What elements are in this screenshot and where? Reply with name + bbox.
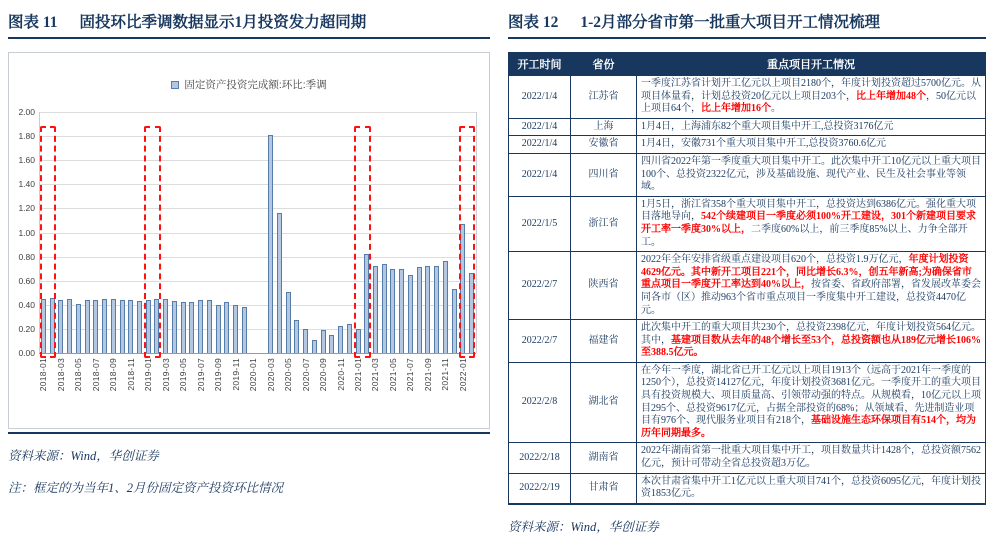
jan-feb-highlight-box [144, 126, 160, 358]
bar [294, 320, 299, 353]
figure11-title-rule [8, 37, 490, 39]
table-row [509, 362, 986, 443]
x-axis-tick-label: 2020-11 [335, 358, 346, 391]
table-header-row [509, 53, 986, 76]
project-detail-cell [637, 443, 986, 473]
province-cell: 江苏省 [571, 76, 637, 119]
start-date-cell: 2022/2/19 [509, 473, 571, 504]
figure12-label: 图表 12 [508, 14, 559, 31]
jan-feb-highlight-box [40, 126, 56, 358]
detail-text: 在今年一季度，湖北省已开工亿元以上项目1913个（远高于2021年一季度的1250个），总投资14127亿元，年度计划投资3681亿元。一季度开工的重大项目具有投资规模大、项目质量高、引领带动强的特点。从规模看，10亿元以上项目295个、总投资9617亿元，占据全部投资的68%；从领域看，先进制造业项目有976个、现代服务业项目有218个， [641, 364, 981, 427]
detail-text: 1月4日，上海浦东82个重大项目集中开工,总投资3176亿元 [641, 120, 894, 132]
projects-table [508, 52, 986, 505]
bar [312, 340, 317, 353]
bar [443, 261, 448, 353]
bar [120, 300, 125, 353]
gridline [39, 160, 476, 161]
bar [417, 267, 422, 353]
jan-feb-highlight-box [354, 126, 370, 358]
x-axis-tick-label: 2021-09 [422, 358, 433, 392]
bar [338, 326, 343, 353]
bar [321, 330, 326, 353]
detail-text: ，50亿元以上项目64个， [641, 90, 976, 115]
bar [425, 266, 430, 353]
x-axis-tick-label: 2019-05 [178, 358, 189, 392]
detail-text: 此次集中开工的重大项目共230个，总投资2398亿元，年度计划投资564亿元。其中， [641, 322, 981, 346]
figure11-source: 资料来源：Wind，华创证券 [8, 449, 159, 463]
bar [390, 269, 395, 353]
figure12-source: 资料来源：Wind，华创证券 [508, 519, 659, 534]
bar [224, 302, 229, 353]
y-axis-tick-label: 0.40 [18, 299, 35, 310]
x-axis-tick-label: 2019-11 [230, 358, 241, 391]
bar [303, 329, 308, 353]
figure11-label: 图表 11 [8, 14, 58, 31]
x-axis-tick-label: 2020-03 [265, 358, 276, 392]
highlighted-text: 比上年增加16个 [701, 103, 771, 115]
y-axis-tick-label: 0.80 [18, 251, 35, 262]
province-cell: 湖南省 [571, 443, 637, 473]
y-axis-tick-label: 1.60 [18, 155, 35, 166]
project-detail-cell [637, 320, 986, 363]
project-detail-cell [637, 252, 986, 320]
x-axis-tick-label: 2021-01 [353, 358, 363, 392]
bar [128, 300, 133, 353]
bar [286, 292, 291, 353]
project-detail-cell [637, 118, 986, 136]
bar [207, 300, 212, 353]
figure11-note: 注：框定的为当年1、2月份固定资产投资环比情况 [8, 481, 284, 495]
x-axis-tick-label: 2020-05 [283, 358, 294, 392]
bar [434, 266, 439, 353]
x-axis-line [39, 353, 476, 354]
x-axis-tick-label: 2021-07 [405, 358, 416, 392]
y-axis-tick-label: 2.00 [18, 107, 35, 117]
start-date-cell: 2022/1/4 [509, 153, 571, 196]
chart-plot-area [9, 53, 489, 428]
fai-mom-chart [8, 52, 490, 429]
bar [85, 300, 90, 353]
highlighted-text: 年度计划投资4629亿元。其中新开工项目221个，同比增长6.3%，创五年新高;为确保省市重点项目一季度开工率达到40%以上， [641, 254, 972, 291]
x-axis-tick-label: 2018-07 [90, 358, 101, 392]
figure11-heading [8, 10, 490, 32]
x-axis-tick-label: 2022-01 [457, 358, 468, 392]
figure12-title-text: 1-2月部分省市第一批重大项目开工情况梳理 [580, 14, 881, 31]
x-axis-tick-label: 2019-07 [195, 358, 206, 392]
province-cell: 四川省 [571, 153, 637, 196]
legend-label: 固定资产投资完成额:环比:季调 [184, 79, 327, 91]
province-cell: 安徽省 [571, 136, 637, 154]
province-cell: 甘肃省 [571, 473, 637, 504]
bar [189, 302, 194, 353]
gridline [39, 184, 476, 185]
table-row [509, 252, 986, 320]
table-row [509, 136, 986, 154]
bar [347, 324, 352, 353]
x-axis-tick-label: 2018-09 [108, 358, 119, 392]
gridline [39, 208, 476, 209]
start-date-cell: 2022/2/7 [509, 320, 571, 363]
figure11-bottom-rule [8, 432, 490, 434]
table-header-2: 重点项目开工情况 [637, 53, 986, 76]
table-row [509, 118, 986, 136]
project-detail-cell [637, 76, 986, 119]
detail-text: 按省委、省政府部署，省发展改革委会同各市（区）推动963个省市重点项目一季度集中开工建设，总投资4470亿元。 [641, 279, 981, 316]
detail-text: 1月4日，安徽731个重大项目集中开工,总投资3760.6亿元 [641, 138, 886, 150]
figure12-title-rule [508, 37, 986, 39]
jan-feb-highlight-box [459, 126, 475, 358]
x-axis-tick-label: 2021-11 [440, 358, 451, 391]
province-cell: 浙江省 [571, 196, 637, 251]
start-date-cell: 2022/2/8 [509, 362, 571, 443]
project-detail-cell [637, 473, 986, 504]
bar [329, 335, 334, 353]
start-date-cell: 2022/1/5 [509, 196, 571, 251]
y-axis-tick-label: 0.00 [18, 348, 35, 358]
bar [111, 299, 116, 353]
x-axis-tick-label: 2019-09 [213, 358, 224, 392]
bar [408, 275, 413, 353]
province-cell: 湖北省 [571, 362, 637, 443]
x-axis-tick-label: 2020-01 [248, 358, 259, 392]
bar [242, 307, 247, 353]
y-axis-tick-label: 1.00 [18, 227, 35, 238]
table-header-0: 开工时间 [509, 53, 571, 76]
table-row [509, 196, 986, 251]
bar [277, 213, 282, 353]
bar [93, 300, 98, 353]
y-axis-tick-label: 1.20 [18, 203, 35, 214]
highlighted-text: 基础设施生态环保项目有514个，均为历年同期最多。 [641, 415, 976, 439]
detail-text: 一季度江苏省计划开工亿元以上项目2180个，年度计划投资超过5700亿元。从项目体量看，计划总投资20亿元以上项目203个， [641, 78, 981, 102]
x-axis-tick-label: 2021-05 [387, 358, 398, 392]
detail-text: 二季度60%以上，前三季度85%以上、力争全部开工。 [641, 223, 968, 248]
y-axis-tick-label: 0.20 [18, 323, 35, 334]
bar [76, 304, 81, 353]
start-date-cell: 2022/2/7 [509, 252, 571, 320]
bar [172, 301, 177, 353]
bar [102, 299, 107, 353]
start-date-cell: 2022/1/4 [509, 118, 571, 136]
project-detail-cell [637, 153, 986, 196]
gridline [39, 257, 476, 258]
bar [268, 135, 273, 353]
x-axis-tick-label: 2019-03 [160, 358, 171, 392]
bar [67, 299, 72, 353]
x-axis-tick-label: 2020-07 [300, 358, 311, 392]
detail-text: 1月5日，浙江省358个重大项目集中开工，总投资达到6386亿元。强化重大项目落地导向， [641, 198, 976, 223]
y-axis-tick-label: 1.80 [18, 131, 35, 142]
bar [233, 305, 238, 353]
x-axis-tick-label: 2018-01 [38, 358, 49, 392]
detail-text: 2022年湖南省第一批重大项目集中开工，项目数量共计1428个，总投资额7562亿元，预计可带动全省总投资超3万亿。 [641, 445, 981, 470]
table-row [509, 320, 986, 363]
project-detail-cell [637, 362, 986, 443]
gridline [39, 136, 476, 137]
bar [382, 264, 387, 353]
table-header-1: 省份 [571, 53, 637, 76]
detail-text: 四川省2022年第一季度重大项目集中开工。此次集中开工10亿元以上重大项目100个、总投资2322亿元，涉及基础设施、现代产业、民生及社会事业等领域。 [641, 155, 981, 193]
start-date-cell: 2022/1/4 [509, 76, 571, 119]
table-row [509, 473, 986, 504]
gridline [39, 233, 476, 234]
bar [137, 301, 142, 353]
bar [216, 305, 221, 353]
province-cell: 上海 [571, 118, 637, 136]
detail-text: 2022年全年安排省级重点建设项目620个，总投资1.9万亿元， [641, 254, 909, 266]
bar [163, 299, 168, 353]
province-cell: 陕西省 [571, 252, 637, 320]
province-cell: 福建省 [571, 320, 637, 363]
bar [452, 289, 457, 353]
figure12-heading [508, 10, 986, 32]
y-axis-tick-label: 0.60 [18, 275, 35, 286]
x-axis-tick-label: 2018-05 [73, 358, 84, 392]
gridline [39, 112, 476, 113]
y-axis-tick-label: 1.40 [18, 179, 35, 190]
figure11-title-text: 固投环比季调数据显示1月投资发力超同期 [79, 14, 367, 31]
project-detail-cell [637, 136, 986, 154]
x-axis-tick-label: 2018-11 [125, 358, 136, 391]
x-axis-tick-label: 2019-01 [143, 358, 154, 392]
bar [181, 302, 186, 353]
table-row [509, 153, 986, 196]
x-axis-tick-label: 2021-03 [370, 358, 381, 392]
figure12-block [508, 10, 986, 535]
highlighted-text: 比上年增加48个 [856, 90, 926, 102]
start-date-cell: 2022/2/18 [509, 443, 571, 473]
x-axis-tick-label: 2020-09 [318, 358, 329, 392]
figure11-block [8, 10, 490, 496]
start-date-cell: 2022/1/4 [509, 136, 571, 154]
bar [373, 266, 378, 353]
highlighted-text: 542个续建项目一季度必须100%开工建设，301个新建项目要求开工率一季度30%以上， [641, 211, 976, 235]
detail-text: 。 [771, 103, 781, 115]
highlighted-text: 基建项目数从去年的48个增长至53个，总投资额也从189亿元增长106%至388.5亿元。 [641, 334, 981, 359]
bar [58, 300, 63, 353]
x-axis-tick-label: 2018-03 [55, 358, 66, 392]
bar [198, 300, 203, 353]
project-detail-cell [637, 196, 986, 251]
plot-right-border [476, 112, 477, 353]
detail-text: 本次甘肃省集中开工1亿元以上重大项目741个，总投资6095亿元，年度计划投资1853亿元。 [641, 475, 981, 500]
bar [399, 269, 404, 353]
table-row [509, 76, 986, 119]
table-row [509, 443, 986, 473]
